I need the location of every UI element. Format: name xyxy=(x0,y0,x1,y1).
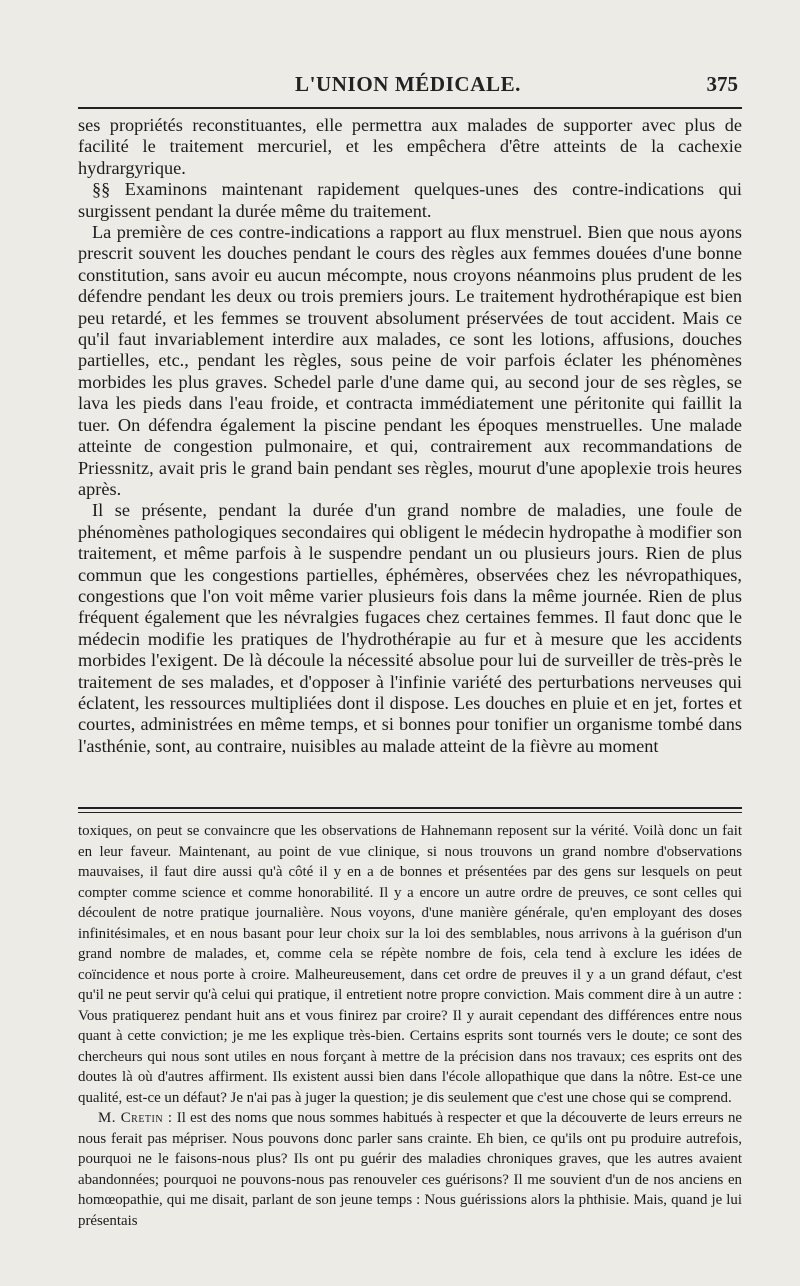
footnote-paragraph-1: toxiques, on peut se convaincre que les observations de Hahnemann reposent sur la vérité. Voilà donc un fait en leur faveur. Maintenant, au point de vue clinique, si nous trouvons un grand nombre d'observations mauvaises, il faut dire aussi qu'à côté il y en a de bonnes et présentées par des gens sur lesquels on peut compter comme science et comme honorabilité. Il y a encore un autre ordre de preuves, ce sont celles qui découlent de notre pratique journalière. Nous voyons, d'une manière générale, qu'en employant des doses infinitésimales, et en nous basant pour leur choix sur la loi des semblables, nous arrivons à la guérison d'un grand nombre de malades, et, comme cela se répète nombre de fois, cela tend à exclure les idées de coïncidence et nous porte à croire. Malheureusement, dans cet ordre de preuves il y a un grand défaut, c'est qu'il ne peut servir qu'à celui qui pratique, il entretient notre propre conviction. Mais comment dire à un autre : Vous pratiquerez pendant huit ans et vous finirez par croire? Il y aurait cependant des différences entre nous quant à cette conviction; je me les explique très-bien. Certains esprits sont tournés vers le doute; ce sont des chercheurs qui nous sont utiles en nous forçant à mettre de la précision dans nos travaux; ces esprits ont des doutes là où d'autres affirment. Ils existent aussi bien dans l'école allopathique que dans la nôtre. Est-ce une qualité, est-ce un défaut? Je n'ai pas à juger la question; je dis seulement que c'est une chose qui se comprend. xyxy=(78,823,742,1106)
header-rule xyxy=(78,107,742,109)
paragraph-4: Il se présente, pendant la durée d'un grand nombre de maladies, une foule de phénomènes pathologiques secondaires qui obligent le médecin hydropathe à modifier son traitement, et même parfois à le suspendre pendant un ou plusieurs jours. Rien de plus commun que les congestions partielles, éphémères, observées chez les névropathiques, congestions que l'on voit même varier plusieurs fois dans la même journée. Rien de plus fréquent également que les névralgies fugaces chez certaines femmes. Il faut donc que le médecin modifie les pratiques de l'hydrothérapie au fur et à mesure que les accidents morbides l'exigent. De là découle la nécessité absolue pour lui de surveiller de très-près le traitement de ses malades, et d'opposer à l'infinie variété des perturbations nerveuses qui éclatent, les ressources multipliées dont il dispose. Les douches en pluie et en jet, fortes et courtes, administrées en même temps, et si bonnes pour tonifier un organisme tombé dans l'asthénie, sont, au contraire, nuisibles au malade atteint de la fièvre au moment xyxy=(78,500,742,756)
paragraph-2: §§ Examinons maintenant rapidement quelques-unes des contre-indications qui surgissent pendant la durée même du traitement. xyxy=(78,179,742,221)
footnote-paragraph-2-text: Il est des noms que nous sommes habitués à respecter et que la découverte de leurs erreurs ne nous ferait pas mépriser. Nous pouvons donc parler sans crainte. Eh bien, ce qu'ils ont pu produire autrefois, pourquoi ne le faisons-nous plus? Ils ont pu guérir des maladies chroniques graves, que les autres avaient abandonnées; pourquoi ne pouvons-nous pas renouveler ces guérisons? Il me souvient d'un de nos anciens en homœopathie, qui me disait, parlant de son jeune temps : Nous guérissions alors la phthisie. Mais, quand je lui présentais xyxy=(78,1110,742,1229)
speaker-name: M. Cretin : xyxy=(98,1110,173,1126)
paragraph-3: La première de ces contre-indications a rapport au flux menstruel. Bien que nous ayons prescrit souvent les douches pendant le cours des règles aux femmes douées d'une bonne constitution, sans avoir eu aucun mécompte, nous croyons néanmoins plus prudent de les défendre pendant les deux ou trois premiers jours. Le traitement hydrothérapique est bien peu retardé, et les femmes se trouvent absolument préservées de tout accident. Mais ce qu'il faut invariablement interdire aux malades, ce sont les lotions, affusions, douches partielles, etc., pendant les règles, sous peine de voir parfois éclater les phénomènes morbides les plus graves. Schedel parle d'une dame qui, au second jour de ses règles, se lava les pieds dans l'eau froide, et contracta immédiatement une péritonite qui faillit la tuer. On défendra également la piscine pendant les époques menstruelles. Une malade atteinte de congestion pulmonaire, et qui, contrairement aux recommandations de Priessnitz, avait pris le grand bain pendant ses règles, mourut d'une apoplexie trois heures après. xyxy=(78,222,742,499)
footnote-rule xyxy=(78,807,742,813)
main-text xyxy=(78,115,742,757)
running-title: L'UNION MÉDICALE. xyxy=(294,72,522,96)
footnote xyxy=(78,821,742,1231)
footnote-paragraph-2 xyxy=(78,1108,742,1231)
page-number: 375 xyxy=(706,72,738,96)
running-header xyxy=(78,70,738,100)
paragraph-1: ses propriétés reconstituantes, elle permettra aux malades de supporter avec plus de facilité le traitement mercuriel, et les empêchera d'être atteints de la cachexie hydrargyrique. xyxy=(78,115,742,178)
